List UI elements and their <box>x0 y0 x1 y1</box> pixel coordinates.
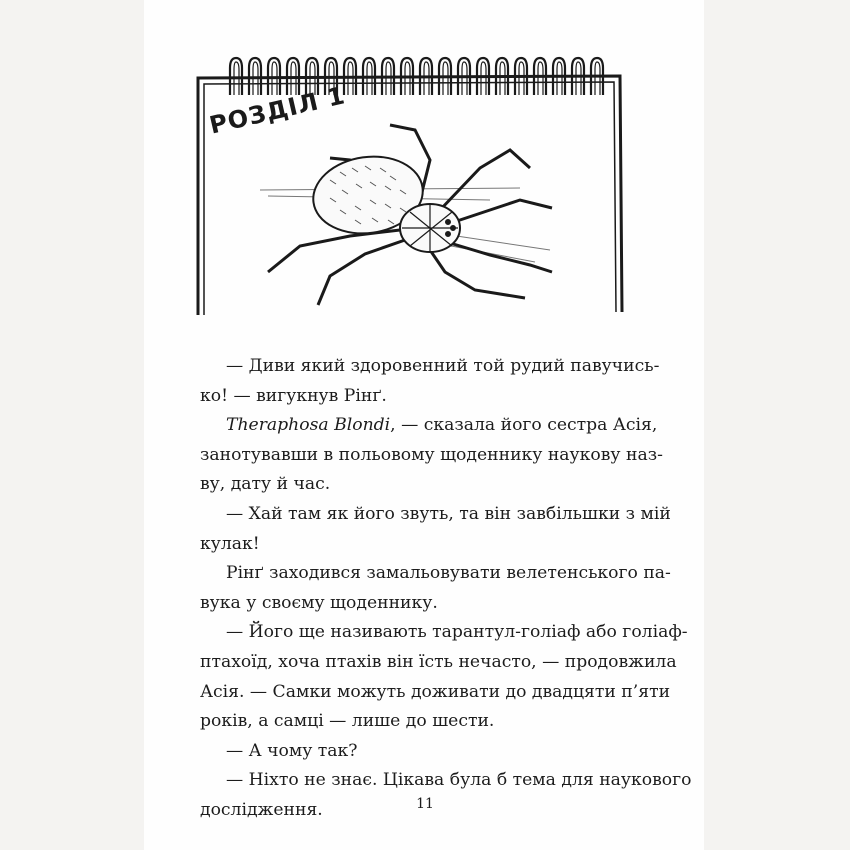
paragraph <box>200 737 640 767</box>
text-line: — Його ще називають тарантул-голіаф або голіаф- <box>226 622 688 643</box>
text-line: — Диви який здоровенний той рудий павучись- <box>226 356 660 376</box>
page-number: 11 <box>416 796 434 812</box>
text-line: — А чому так? <box>226 740 358 761</box>
body-text <box>200 352 692 826</box>
text-line: птахоїд, хоча птахів він їсть нечасто, — продовжила <box>200 651 677 672</box>
text-line: — Ніхто не знає. Цікава була б тема для наукового <box>226 770 692 791</box>
spider-icon <box>268 125 552 305</box>
paragraph <box>200 411 663 500</box>
text-line: вука у своєму щоденнику. <box>200 592 438 613</box>
species-name: Theraphosa Blondi <box>226 415 391 436</box>
paragraph <box>200 618 688 736</box>
paragraph <box>200 559 671 618</box>
notebook-illustration <box>190 50 630 320</box>
text-line: років, а самці — лише до шести. <box>200 711 495 732</box>
text-line: дослідження. <box>200 799 323 820</box>
text-line: ко! — вигукнув Рінґ. <box>200 385 387 406</box>
text-line <box>200 411 658 441</box>
paragraph <box>200 500 671 559</box>
text-line: — Хай там як його звуть, та він завбільшки з мій <box>226 503 671 524</box>
text-line: кулак! <box>200 533 260 554</box>
text-line: ву, дату й час. <box>200 474 331 495</box>
text-line: занотувавши в польовому щоденнику наукову наз- <box>200 444 663 465</box>
text-line: Асія. — Самки можуть доживати до двадцяти п’яти <box>200 681 671 702</box>
paragraph <box>200 352 660 411</box>
chapter-title: РОЗДІЛ 1 <box>206 81 348 140</box>
text-line: Рінґ заходився замальовувати велетенського па- <box>226 563 671 584</box>
text-span: , — сказала його сестра Асія, <box>390 415 658 436</box>
